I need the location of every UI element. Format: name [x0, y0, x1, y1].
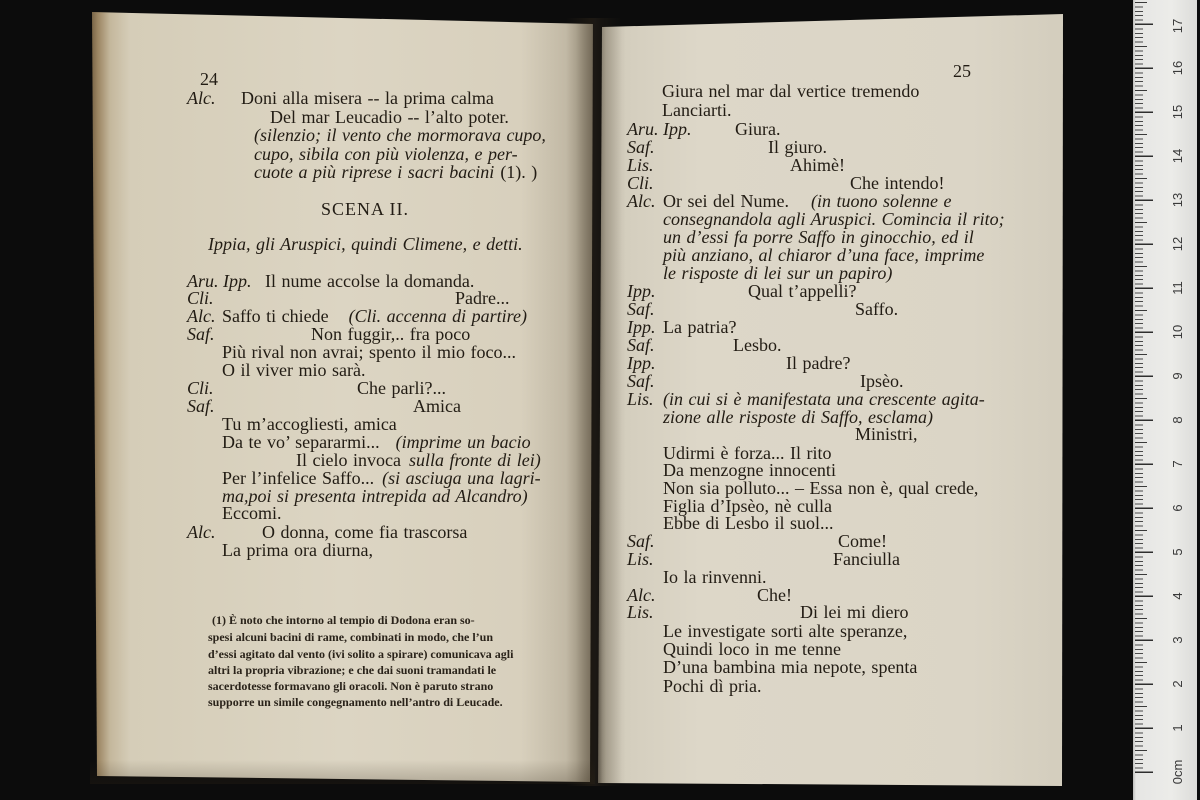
- page-number: 25: [953, 61, 971, 81]
- verse-line: Il giuro.: [768, 137, 827, 157]
- verse-line: Che intendo!: [850, 173, 945, 193]
- stage-direction: consegnandola agli Aruspici. Comincia il rito;: [663, 209, 1005, 229]
- verse-line: Padre...: [455, 288, 510, 308]
- verse-line: Il nume accolse la domanda.: [265, 271, 475, 291]
- stage-direction: cupo, sibila con più violenza, e per-: [254, 144, 518, 164]
- ruler-label: 4: [1170, 592, 1185, 600]
- footnote-line: sacerdotesse formavano gli oracoli. Non è paruto strano: [208, 679, 494, 693]
- verse-line: Quindi loco in me tenne: [663, 639, 841, 659]
- page-number: 24: [200, 69, 218, 89]
- ruler-label: 16: [1170, 60, 1185, 76]
- verse-line: Le investigate sorti alte speranze,: [663, 621, 908, 641]
- speaker-label: Saf.: [627, 137, 655, 157]
- verse-line: [663, 191, 951, 211]
- stage-direction: le risposte di lei sur un papiro): [663, 263, 893, 283]
- ruler-label: 5: [1170, 548, 1185, 556]
- footnote-line: d’essi agitato dal vento (ivi solito a spirare) comunicava agli: [208, 647, 514, 661]
- speaker-label: Ipp.: [627, 317, 656, 337]
- ruler-label: 10: [1170, 324, 1185, 340]
- speaker-label: Alc.: [187, 306, 216, 326]
- speaker-label: Saf.: [627, 531, 655, 551]
- verse-line: Ipsèo.: [860, 371, 904, 391]
- ruler-label: 2: [1170, 680, 1185, 688]
- verse-line: Udirmi è forza... Il rito: [663, 443, 832, 463]
- verse-line: Giura nel mar dal vertice tremendo: [662, 81, 920, 101]
- ruler-label: 9: [1170, 372, 1185, 380]
- verse-line: La patria?: [663, 317, 737, 337]
- footnote-reference: (1). ): [500, 162, 538, 182]
- ruler-label: 17: [1170, 18, 1185, 34]
- speaker-label: Cli.: [627, 173, 654, 193]
- page-bottom-shade: [90, 760, 595, 784]
- verse-line: Non sia polluto... – Essa non è, qual crede,: [663, 478, 979, 498]
- speaker-label: Saf.: [627, 371, 655, 391]
- speaker-label: Aru. Ipp.: [187, 271, 252, 291]
- ruler-label: 3: [1170, 636, 1185, 644]
- verse-line: Lanciarti.: [662, 100, 732, 120]
- verse-line: O il viver mio sarà.: [222, 360, 366, 380]
- speaker-label: Saf.: [627, 335, 655, 355]
- verse-line: Io la rinvenni.: [663, 567, 767, 587]
- ruler-label: 8: [1170, 416, 1185, 424]
- verse-text: Saffo ti chiede: [222, 306, 329, 326]
- verse-text: Il cielo invoca: [296, 450, 401, 470]
- verse-line: D’una bambina mia nepote, spenta: [663, 657, 918, 677]
- verse-line: Il padre?: [786, 353, 851, 373]
- verse-line: Non fuggir,.. fra poco: [311, 324, 471, 344]
- book-gutter-shadow: [566, 18, 622, 786]
- verse-line: [296, 450, 541, 470]
- verse-text: Per l’infelice Saffo...: [222, 468, 375, 488]
- verse-line: [222, 432, 531, 452]
- scene-cast: Ippia, gli Aruspici, quindi Climene, e detti.: [208, 234, 523, 254]
- verse-text: Da te vo’ separarmi...: [222, 432, 380, 452]
- verse-line: Lesbo.: [733, 335, 782, 355]
- stage-direction: ma,poi si presenta intrepida ad Alcandro): [222, 486, 528, 506]
- verse-line: Da menzogne innocenti: [663, 460, 836, 480]
- verse-line: Che!: [757, 585, 792, 605]
- verse-line: Amica: [413, 396, 461, 416]
- speaker-label: Alc.: [187, 522, 216, 542]
- footnote-line: spesi alcuni bacini di rame, combinati in modo, che l’un: [208, 630, 494, 644]
- verse-line: [222, 306, 527, 326]
- verse-line: Ebbe di Lesbo il suol...: [663, 513, 834, 533]
- scene-title: SCENA II.: [320, 199, 409, 219]
- speaker-label: Saf.: [187, 324, 215, 344]
- verse-line: Ahimè!: [790, 155, 845, 175]
- speaker-label: Ipp.: [627, 353, 656, 373]
- speaker-label: Alc.: [627, 191, 656, 211]
- verse-line: Doni alla misera -- la prima calma: [241, 88, 494, 108]
- stage-direction-line: [254, 162, 537, 182]
- stage-direction: (in tuono solenne e: [810, 191, 952, 211]
- ruler-label: 11: [1170, 281, 1185, 295]
- verse-line: Figlia d’Ipsèo, nè culla: [663, 496, 832, 516]
- ruler-cm-ticks: [1135, 0, 1153, 773]
- speaker-label: Aru. Ipp.: [627, 119, 692, 139]
- verse-line: Tu m’accogliesti, amica: [222, 414, 397, 434]
- verse-line: Eccomi.: [222, 503, 282, 523]
- stage-direction: cuote a più riprese i sacri bacini: [254, 162, 495, 182]
- ruler-label: 12: [1170, 236, 1185, 252]
- stage-direction: (imprime un bacio: [395, 432, 531, 452]
- verse-line: Pochi dì pria.: [663, 676, 762, 696]
- verse-line: La prima ora diurna,: [222, 540, 373, 560]
- speaker-label: Lis.: [627, 389, 654, 409]
- speaker-label: Cli.: [187, 378, 214, 398]
- ruler-label: 15: [1170, 104, 1185, 120]
- speaker-label: Cli.: [187, 288, 214, 308]
- speaker-label: Alc.: [627, 585, 656, 605]
- stage-direction: (in cui si è manifestata una crescente agita-: [663, 389, 985, 409]
- verse-line: O donna, come fia trascorsa: [262, 522, 468, 542]
- footnote-line: (1) È noto che intorno al tempio di Dodona eran so-: [212, 613, 475, 627]
- ruler-label: 0cm: [1170, 759, 1185, 785]
- stage-direction: (Cli. accenna di partire): [348, 306, 527, 326]
- speaker-label: Lis.: [627, 602, 654, 622]
- stage-direction: un d’essi fa porre Saffo in ginocchio, ed il: [663, 227, 974, 247]
- verse-line: Più rival non avrai; spento il mio foco...: [222, 342, 516, 362]
- speaker-label: Alc.: [187, 88, 216, 108]
- speaker-label: Lis.: [627, 549, 654, 569]
- ruler-label: 1: [1170, 724, 1185, 732]
- speaker-label: Saf.: [627, 299, 655, 319]
- verse-line: Giura.: [735, 119, 781, 139]
- speaker-label: Lis.: [627, 155, 654, 175]
- verse-line: Fanciulla: [833, 549, 900, 569]
- verse-line: Del mar Leucadio -- l’alto poter.: [270, 107, 509, 127]
- ruler-label: 6: [1170, 504, 1185, 512]
- verse-line: Che parli?...: [357, 378, 446, 398]
- verse-line: Di lei mi diero: [800, 602, 909, 622]
- footnote-line: supporre un simile congegnamento nell’antro di Leucade.: [208, 695, 503, 709]
- verse-line: [222, 468, 541, 488]
- stage-direction: zione alle risposte di Saffo, esclama): [663, 407, 933, 427]
- verse-text: Or sei del Nume.: [663, 191, 789, 211]
- ruler-label: 7: [1170, 460, 1185, 468]
- stage-direction: (silenzio; il vento che mormorava cupo,: [254, 125, 546, 145]
- speaker-label: Saf.: [187, 396, 215, 416]
- verse-line: Saffo.: [855, 299, 899, 319]
- verse-line: Ministri,: [855, 424, 918, 444]
- footnote-line: altri la propria vibrazione; e che dai suoni tramandati le: [208, 663, 497, 677]
- ruler-label: 13: [1170, 192, 1185, 208]
- stage-direction: più anziano, al chiaror d’una face, imprime: [663, 245, 985, 265]
- verse-line: Come!: [838, 531, 887, 551]
- stage-direction: (si asciuga una lagri-: [382, 468, 541, 488]
- speaker-label: Ipp.: [627, 281, 656, 301]
- ruler-label: 14: [1170, 148, 1185, 164]
- verse-line: Qual t’appelli?: [748, 281, 857, 301]
- stage-direction: sulla fronte di lei): [408, 450, 541, 470]
